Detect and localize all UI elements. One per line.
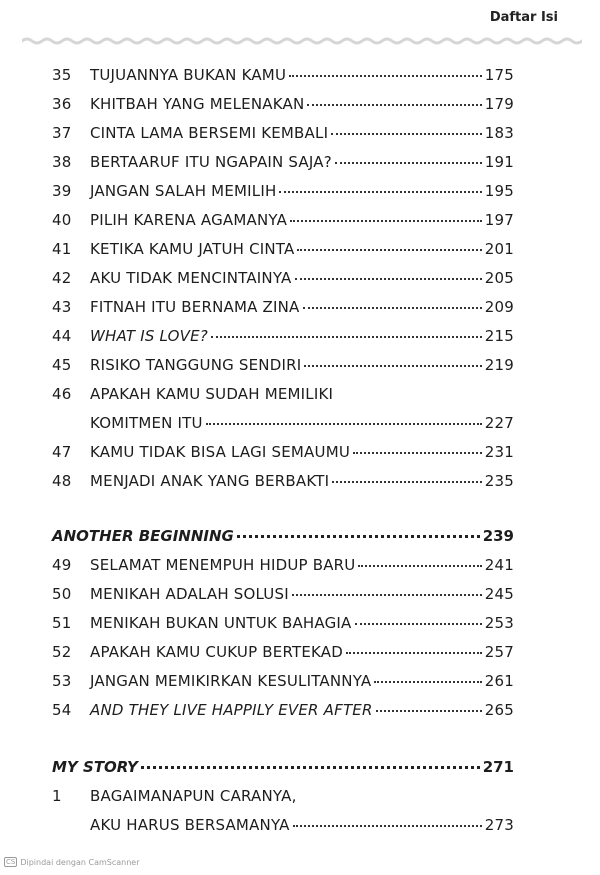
toc-group-1 [52,66,514,501]
entry-page-number: 265 [484,701,514,719]
toc-entry[interactable] [52,672,514,701]
toc-entry[interactable] [52,643,514,672]
entry-number: 44 [52,327,72,345]
decorative-wave-divider [22,34,582,48]
entry-number: 37 [52,124,72,142]
scanner-watermark-text: Dipindai dengan CamScanner [20,857,140,867]
toc-entry[interactable] [52,614,514,643]
entry-number: 49 [52,556,72,574]
leader-dots [297,249,481,251]
entry-title: BAGAIMANAPUN CARANYA, [90,787,297,805]
entry-title: SELAMAT MENEMPUH HIDUP BARU [90,556,356,574]
toc-group-3 [52,787,514,845]
entry-number: 39 [52,182,72,200]
toc-entry-continuation[interactable] [52,414,514,443]
leader-dots [346,652,482,654]
section-title: MY STORY [52,758,138,776]
entry-page-number: 183 [484,124,514,142]
toc-entry[interactable] [52,472,514,501]
toc-section-my-story[interactable] [52,758,514,787]
entry-number: 41 [52,240,72,258]
entry-number: 50 [52,585,72,603]
toc-section-another-beginning[interactable] [52,527,514,556]
entry-title: JANGAN MEMIKIRKAN KESULITANNYA [90,672,372,690]
entry-title: MENIKAH ADALAH SOLUSI [90,585,289,603]
entry-page-number: 227 [484,414,514,432]
leader-dots [295,278,482,280]
entry-page-number: 215 [484,327,514,345]
entry-page-number: 201 [484,240,514,258]
toc-entry[interactable] [52,787,514,816]
leader-dots [237,535,480,538]
leader-dots [211,336,482,338]
leader-dots [293,825,482,827]
entry-number: 43 [52,298,72,316]
toc-entry-continuation[interactable] [52,816,514,845]
entry-page-number: 241 [484,556,514,574]
entry-page-number: 197 [484,211,514,229]
entry-page-number: 231 [484,443,514,461]
leader-dots [303,307,482,309]
leader-dots [332,481,482,483]
entry-number: 1 [52,787,62,805]
leader-dots [307,104,481,106]
leader-dots [206,423,482,425]
toc-entry[interactable] [52,240,514,269]
entry-page-number: 191 [484,153,514,171]
leader-dots [335,162,482,164]
page-header-title: Daftar Isi [489,10,558,25]
toc-entry[interactable] [52,269,514,298]
entry-number: 45 [52,356,72,374]
toc-entry[interactable] [52,66,514,95]
leader-dots [376,710,482,712]
entry-page-number: 205 [484,269,514,287]
entry-page-number: 253 [484,614,514,632]
entry-title: WHAT IS LOVE? [90,327,208,345]
toc-entry[interactable] [52,585,514,614]
leader-dots [292,594,482,596]
entry-title: APAKAH KAMU CUKUP BERTEKAD [90,643,344,661]
leader-dots [141,766,480,769]
leader-dots [290,220,482,222]
leader-dots [355,623,482,625]
toc-entry[interactable] [52,327,514,356]
entry-number: 35 [52,66,72,84]
entry-title: APAKAH KAMU SUDAH MEMILIKI [90,385,334,403]
toc-entry[interactable] [52,443,514,472]
entry-number: 54 [52,701,72,719]
entry-page-number: 175 [484,66,514,84]
toc-entry[interactable] [52,95,514,124]
leader-dots [353,452,482,454]
entry-number: 42 [52,269,72,287]
leader-dots [374,681,481,683]
toc-entry[interactable] [52,298,514,327]
entry-title: JANGAN SALAH MEMILIH [90,182,277,200]
entry-title: PILIH KARENA AGAMANYA [90,211,288,229]
entry-title: KAMU TIDAK BISA LAGI SEMAUMU [90,443,351,461]
entry-number: 51 [52,614,72,632]
entry-number: 36 [52,95,72,113]
entry-title: BERTAARUF ITU NGAPAIN SAJA? [90,153,332,171]
entry-number: 53 [52,672,72,690]
leader-dots [289,75,482,77]
toc-entry[interactable] [52,356,514,385]
entry-number: 38 [52,153,72,171]
entry-title: MENIKAH BUKAN UNTUK BAHAGIA [90,614,352,632]
camscanner-logo-icon: CS [6,858,16,866]
section-page-number: 239 [482,527,514,545]
leader-dots [358,565,481,567]
entry-page-number: 235 [484,472,514,490]
toc-entry[interactable] [52,211,514,240]
entry-number: 52 [52,643,72,661]
toc-entry[interactable] [52,124,514,153]
entry-number: 46 [52,385,72,403]
entry-title-continued: AKU HARUS BERSAMANYA [90,816,290,834]
leader-dots [279,191,481,193]
entry-title: AND THEY LIVE HAPPILY EVER AFTER [90,701,373,719]
entry-page-number: 257 [484,643,514,661]
entry-page-number: 195 [484,182,514,200]
leader-dots [304,365,481,367]
entry-title: MENJADI ANAK YANG BERBAKTI [90,472,330,490]
entry-title: RISIKO TANGGUNG SENDIRI [90,356,302,374]
toc-group-2 [52,556,514,730]
entry-title: TUJUANNYA BUKAN KAMU [90,66,287,84]
entry-page-number: 219 [484,356,514,374]
scanner-watermark [4,857,140,867]
entry-number: 48 [52,472,72,490]
entry-page-number: 245 [484,585,514,603]
entry-page-number: 273 [484,816,514,834]
toc-entry[interactable] [52,385,514,414]
entry-page-number: 179 [484,95,514,113]
table-of-contents [52,66,514,845]
entry-title-continued: KOMITMEN ITU [90,414,203,432]
entry-title: AKU TIDAK MENCINTAINYA [90,269,292,287]
leader-dots [331,133,482,135]
entry-title: FITNAH ITU BERNAMA ZINA [90,298,300,316]
toc-entry[interactable] [52,153,514,182]
toc-entry[interactable] [52,556,514,585]
entry-number: 40 [52,211,72,229]
toc-entry[interactable] [52,701,514,730]
toc-entry[interactable] [52,182,514,211]
section-title: ANOTHER BEGINNING [52,527,234,545]
entry-page-number: 261 [484,672,514,690]
entry-page-number: 209 [484,298,514,316]
entry-title: KHITBAH YANG MELENAKAN [90,95,305,113]
entry-title: CINTA LAMA BERSEMI KEMBALI [90,124,329,142]
section-page-number: 271 [482,758,514,776]
entry-title: KETIKA KAMU JATUH CINTA [90,240,295,258]
entry-number: 47 [52,443,72,461]
